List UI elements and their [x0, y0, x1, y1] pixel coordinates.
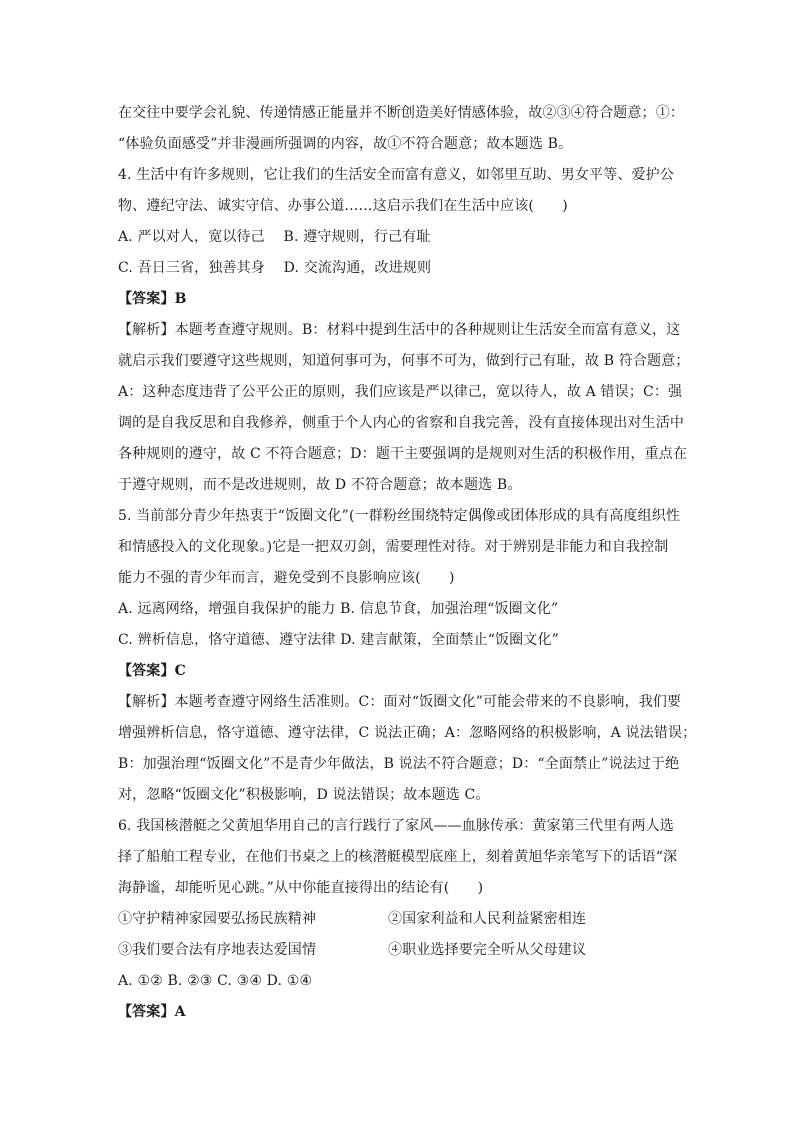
question-6-answer: 【答案】A	[118, 1004, 186, 1020]
question-5-stem: 5. 当前部分青少年热衷于“饭圈文化”(一群粉丝围绕特定偶像或团体形成的具有高度组织性	[118, 508, 681, 524]
question-4-options-cd: C. 吾日三省，独善其身 D. 交流沟通，改进规则	[118, 260, 432, 276]
statement-4: ④职业选择要完全听从父母建议	[388, 942, 587, 958]
question-4-stem: 4. 生活中有许多规则，它让我们的生活安全而富有意义，如邻里互助、男女平等、爱护公	[118, 167, 674, 183]
question-6-stem: 海静谧，却能听见心跳。”从中你能直接得出的结论有( )	[118, 880, 484, 896]
text-line: 在交往中要学会礼貌、传递情感正能量并不断创造美好情感体验，故②③④符合题意；①：	[118, 105, 684, 121]
question-4-options-ab: A. 严以对人，宽以待己 B. 遵守规则，行己有耻	[118, 229, 431, 245]
question-4-analysis: 就启示我们要遵守这些规则，知道何事可为，何事不可为，做到行己有耻，故 B 符合题意；	[118, 353, 690, 369]
question-6-choices: A. ①② B. ②③ C. ③④ D. ①④	[118, 973, 313, 989]
question-5-analysis: 对，忽略“饭圈文化”积极影响，D 说法错误；故本题选 C。	[118, 787, 490, 803]
question-5-stem: 能力不强的青少年而言，避免受到不良影响应该( )	[118, 570, 455, 586]
question-5-answer: 【答案】C	[118, 663, 186, 679]
question-4-analysis: A：这种态度违背了公平公正的原则，我们应该是严以律己，宽以待人，故 A 错误；C：强	[118, 384, 683, 400]
question-4-analysis: 调的是自我反思和自我修养，侧重于个人内心的省察和自我完善，没有直接体现出对生活中	[118, 415, 684, 431]
document-page	[118, 98, 697, 1028]
question-5-analysis: 【解析】本题考查遵守网络生活准则。C：面对“饭圈文化”可能会带来的不良影响，我们要	[118, 694, 682, 710]
statement-3: ③我们要合法有序地表达爱国情	[118, 942, 317, 958]
question-6-stem: 6. 我国核潜艇之父黄旭华用自己的言行践行了家风——血脉传承：黄家第三代里有两人选	[118, 818, 674, 834]
question-6-stem: 择了船舶工程专业，在他们书桌之上的核潜艇模型底座上，刻着黄旭华亲笔写下的话语“深	[118, 849, 678, 865]
question-4-analysis: 【解析】本题考查遵守规则。B：材料中提到生活中的各种规则让生活安全而富有意义，这	[118, 322, 681, 338]
question-4-stem: 物、遵纪守法、诚实守信、办事公道……这启示我们在生活中应该( )	[118, 198, 568, 214]
question-4-answer: 【答案】B	[118, 291, 187, 307]
text-line: “体验负面感受”并非漫画所强调的内容，故①不符合题意；故本题选 B。	[118, 136, 573, 152]
question-5-stem: 和情感投入的文化现象。)它是一把双刃剑，需要理性对待。对于辨别是非能力和自我控制	[118, 539, 669, 555]
question-4-analysis: 于遵守规则，而不是改进规则，故 D 不符合题意；故本题选 B。	[118, 477, 522, 493]
question-5-options-ab: A. 远离网络，增强自我保护的能力 B. 信息节食，加强治理“饭圈文化”	[118, 601, 559, 617]
question-6-statements-row	[118, 935, 678, 966]
statement-1: ①守护精神家园要弘扬民族精神	[118, 911, 317, 927]
question-4-analysis: 各种规则的遵守，故 C 不符合题意；D：题干主要强调的是规则对生活的积极作用，重点在	[118, 446, 688, 462]
question-6-statements-row	[118, 904, 678, 935]
question-5-analysis: B：加强治理“饭圈文化”不是青少年做法，B 说法不符合题意；D：“全面禁止”说法过于绝	[118, 756, 680, 772]
question-5-analysis: 增强辨析信息，恪守道德、遵守法律，C 说法正确；A：忽略网络的积极影响，A 说法错误；	[118, 725, 697, 741]
question-5-options-cd: C. 辨析信息，恪守道德、遵守法律 D. 建言献策，全面禁止“饭圈文化”	[118, 632, 559, 648]
statement-2: ②国家利益和人民利益紧密相连	[388, 911, 587, 927]
